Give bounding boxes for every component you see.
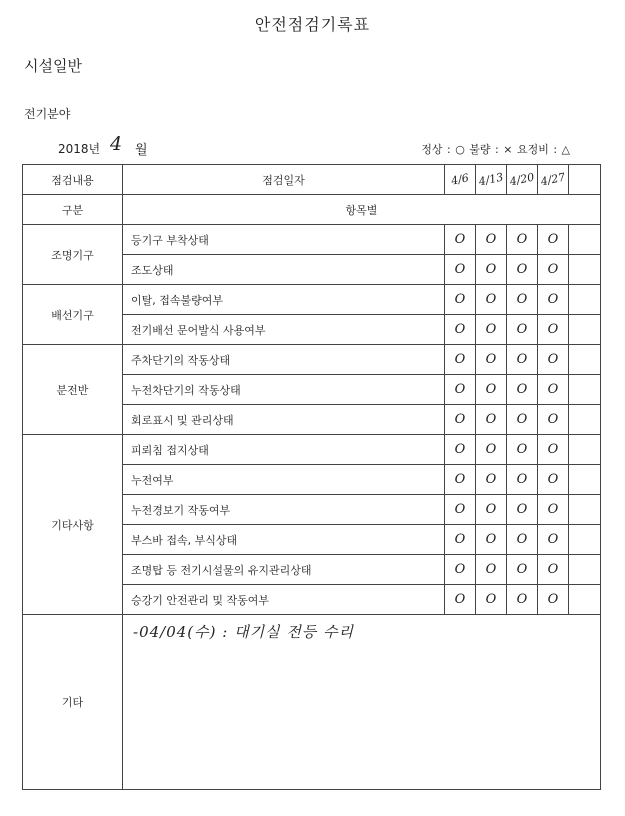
memo-cell — [123, 615, 601, 790]
mark-cell — [476, 285, 507, 315]
item-name: 조도상태 — [123, 255, 445, 285]
date-3: 4/20 — [508, 170, 536, 189]
mark-cell — [569, 465, 601, 495]
mark-cell — [507, 255, 538, 285]
check-mark: O — [454, 592, 466, 607]
mark-cell — [538, 495, 569, 525]
check-mark: O — [485, 592, 497, 607]
mark-cell — [507, 555, 538, 585]
mark-cell — [507, 525, 538, 555]
memo-label: 기타 — [23, 615, 123, 790]
item-name: 누전경보기 작동여부 — [123, 495, 445, 525]
check-mark: O — [516, 412, 528, 427]
mark-cell — [538, 285, 569, 315]
check-mark: O — [454, 562, 466, 577]
items-header: 항목별 — [123, 195, 601, 225]
check-mark: O — [516, 322, 528, 337]
mark-cell — [569, 255, 601, 285]
date-header: 점검일자 — [123, 165, 445, 195]
year-label: 2018년 — [58, 142, 101, 156]
mark-cell — [538, 375, 569, 405]
category-cell: 기타사항 — [23, 435, 123, 615]
mark-cell — [538, 405, 569, 435]
item-name: 등기구 부착상태 — [123, 225, 445, 255]
mark-cell — [445, 375, 476, 405]
check-mark: O — [485, 322, 497, 337]
item-name: 피뢰침 접지상태 — [123, 435, 445, 465]
check-mark: O — [516, 382, 528, 397]
mark-cell — [445, 225, 476, 255]
check-mark: O — [454, 382, 466, 397]
mark-cell — [569, 405, 601, 435]
mark-cell — [445, 465, 476, 495]
mark-cell — [507, 465, 538, 495]
check-mark: O — [485, 382, 497, 397]
memo-text: -04/04(수) : 대기실 전등 수리 — [133, 623, 355, 641]
mark-cell — [538, 225, 569, 255]
mark-cell — [445, 345, 476, 375]
check-mark: O — [454, 472, 466, 487]
month-unit: 월 — [135, 143, 148, 158]
mark-cell — [476, 315, 507, 345]
check-mark: O — [485, 292, 497, 307]
check-mark: O — [516, 592, 528, 607]
mark-cell — [445, 435, 476, 465]
mark-cell — [538, 465, 569, 495]
item-name: 누전차단기의 작동상태 — [123, 375, 445, 405]
check-mark: O — [454, 262, 466, 277]
table-row — [23, 435, 601, 465]
mark-cell — [569, 375, 601, 405]
section-heading: 시설일반 — [24, 57, 82, 75]
mark-cell — [507, 585, 538, 615]
check-mark: O — [516, 502, 528, 517]
mark-cell — [569, 225, 601, 255]
content-header: 점검내용 — [23, 165, 123, 195]
mark-cell — [507, 345, 538, 375]
mark-cell — [445, 285, 476, 315]
mark-cell — [445, 585, 476, 615]
date-cell-5 — [569, 165, 601, 195]
mark-cell — [569, 585, 601, 615]
check-mark: O — [454, 412, 466, 427]
date-cell-1 — [445, 165, 476, 195]
table-body — [23, 165, 601, 790]
check-mark: O — [547, 562, 559, 577]
check-mark: O — [547, 592, 559, 607]
mark-cell — [538, 315, 569, 345]
mark-cell — [476, 525, 507, 555]
check-mark: O — [547, 232, 559, 247]
check-mark: O — [454, 442, 466, 457]
item-name: 회로표시 및 관리상태 — [123, 405, 445, 435]
date-2: 4/13 — [477, 170, 505, 189]
check-mark: O — [547, 262, 559, 277]
category-cell: 조명기구 — [23, 225, 123, 285]
check-mark: O — [485, 472, 497, 487]
check-mark: O — [485, 352, 497, 367]
check-mark: O — [516, 472, 528, 487]
mark-cell — [445, 315, 476, 345]
date-cell-3 — [507, 165, 538, 195]
mark-cell — [507, 405, 538, 435]
check-mark: O — [516, 352, 528, 367]
check-mark: O — [547, 382, 559, 397]
item-name: 누전여부 — [123, 465, 445, 495]
memo-row — [23, 615, 601, 790]
mark-cell — [445, 255, 476, 285]
date-cell-2 — [476, 165, 507, 195]
mark-cell — [569, 285, 601, 315]
mark-cell — [538, 345, 569, 375]
item-name: 조명탑 등 전기시설물의 유지관리상태 — [123, 555, 445, 585]
mark-cell — [445, 525, 476, 555]
date-cell-4 — [538, 165, 569, 195]
mark-cell — [538, 555, 569, 585]
check-mark: O — [485, 442, 497, 457]
mark-cell — [476, 255, 507, 285]
month-handwritten: 4 — [110, 133, 123, 155]
mark-cell — [445, 495, 476, 525]
check-mark: O — [485, 262, 497, 277]
check-mark: O — [547, 532, 559, 547]
mark-cell — [476, 495, 507, 525]
mark-cell — [445, 555, 476, 585]
table-row — [23, 285, 601, 315]
check-mark: O — [516, 232, 528, 247]
item-name: 부스바 접속, 부식상태 — [123, 525, 445, 555]
check-mark: O — [516, 532, 528, 547]
check-mark: O — [485, 562, 497, 577]
mark-cell — [569, 555, 601, 585]
category-cell: 배선기구 — [23, 285, 123, 345]
legend: 정상 : ○ 불량 : × 요정비 : △ — [421, 143, 570, 156]
mark-cell — [569, 525, 601, 555]
mark-cell — [569, 315, 601, 345]
item-name: 전기배선 문어발식 사용여부 — [123, 315, 445, 345]
check-mark: O — [547, 442, 559, 457]
mark-cell — [476, 435, 507, 465]
mark-cell — [507, 435, 538, 465]
mark-cell — [569, 435, 601, 465]
mark-cell — [538, 525, 569, 555]
category-cell: 분전반 — [23, 345, 123, 435]
check-mark: O — [547, 502, 559, 517]
check-mark: O — [547, 472, 559, 487]
mark-cell — [569, 495, 601, 525]
item-name: 이탈, 접속불량여부 — [123, 285, 445, 315]
mark-cell — [476, 345, 507, 375]
check-mark: O — [547, 352, 559, 367]
mark-cell — [507, 315, 538, 345]
mark-cell — [476, 405, 507, 435]
mark-cell — [569, 345, 601, 375]
check-mark: O — [516, 262, 528, 277]
mark-cell — [507, 225, 538, 255]
check-mark: O — [485, 502, 497, 517]
inspection-table — [22, 164, 601, 790]
item-name: 승강기 안전관리 및 작동여부 — [123, 585, 445, 615]
check-mark: O — [485, 412, 497, 427]
mark-cell — [476, 375, 507, 405]
table-row — [23, 225, 601, 255]
date-5 — [569, 176, 599, 182]
check-mark: O — [485, 532, 497, 547]
subheader-row — [23, 195, 601, 225]
mark-cell — [538, 585, 569, 615]
header-row — [23, 165, 601, 195]
item-name: 주차단기의 작동상태 — [123, 345, 445, 375]
check-mark: O — [547, 292, 559, 307]
mark-cell — [476, 225, 507, 255]
mark-cell — [507, 375, 538, 405]
check-mark: O — [454, 322, 466, 337]
check-mark: O — [547, 412, 559, 427]
check-mark: O — [516, 442, 528, 457]
check-mark: O — [454, 292, 466, 307]
check-mark: O — [454, 232, 466, 247]
mark-cell — [538, 435, 569, 465]
check-mark: O — [485, 232, 497, 247]
mark-cell — [538, 255, 569, 285]
table-row — [23, 345, 601, 375]
mark-cell — [507, 285, 538, 315]
check-mark: O — [516, 292, 528, 307]
document-title: 안전점검기록표 — [254, 15, 371, 34]
check-mark: O — [454, 352, 466, 367]
date-1: 4/6 — [449, 171, 471, 188]
date-4: 4/27 — [539, 170, 567, 189]
mark-cell — [476, 555, 507, 585]
mark-cell — [445, 405, 476, 435]
check-mark: O — [516, 562, 528, 577]
mark-cell — [476, 585, 507, 615]
mark-cell — [476, 465, 507, 495]
mark-cell — [507, 495, 538, 525]
check-mark: O — [454, 502, 466, 517]
check-mark: O — [454, 532, 466, 547]
check-mark: O — [547, 322, 559, 337]
subsection-heading: 전기분야 — [24, 107, 71, 121]
category-header: 구분 — [23, 195, 123, 225]
